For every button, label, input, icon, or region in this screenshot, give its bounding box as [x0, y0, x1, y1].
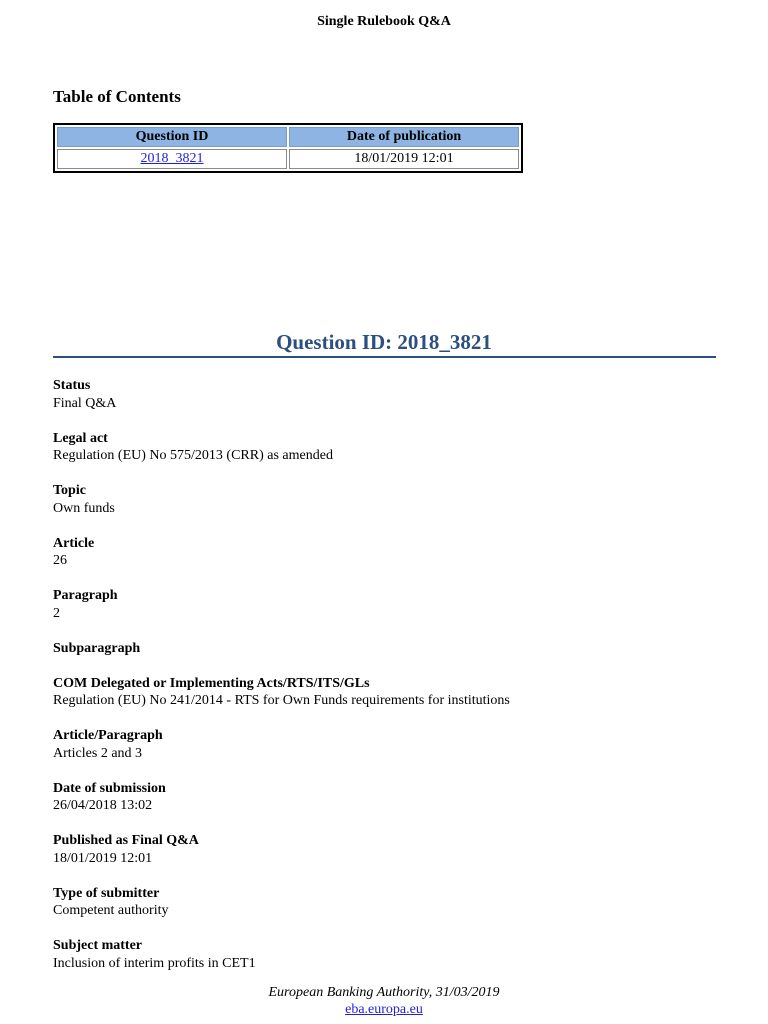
toc-header-question-id: Question ID [57, 127, 287, 147]
field-value: 26/04/2018 13:02 [53, 798, 153, 813]
toc-cell-question-id [57, 149, 287, 169]
field-label: Type of submitter [53, 885, 160, 901]
field-label: Topic [53, 483, 86, 498]
question-title-rule [53, 356, 716, 358]
question-fields [53, 377, 733, 990]
field-label: Published as Final Q&A [53, 833, 199, 848]
toc-cell-date: 18/01/2019 12:01 [289, 149, 519, 169]
field-label: Subject matter [53, 938, 143, 953]
field-article-paragraph [53, 727, 733, 762]
field-published-final [53, 832, 733, 867]
field-value: Own funds [53, 500, 115, 516]
toc-question-link[interactable]: 2018_3821 [140, 151, 204, 166]
footer-note: European Banking Authority, 31/03/2019 [268, 985, 500, 1000]
field-status [53, 377, 733, 412]
toc-row [57, 149, 519, 169]
field-subject-matter [53, 937, 733, 972]
field-type-of-submitter [53, 885, 733, 920]
field-value: Regulation (EU) No 241/2014 - RTS for Own Funds requirements for institutions [53, 693, 510, 708]
toc-heading: Table of Contents [53, 87, 181, 106]
question-title: Question ID: 2018_3821 [276, 330, 492, 354]
toc-header-date: Date of publication [289, 127, 519, 147]
field-label: Legal act [53, 430, 108, 446]
field-value: Regulation (EU) No 575/2013 (CRR) as amended [53, 448, 333, 463]
field-label: Article [53, 535, 95, 551]
field-label: Status [53, 378, 91, 393]
field-subparagraph [53, 640, 733, 658]
toc-table [53, 123, 523, 173]
field-value: 2 [53, 605, 60, 621]
field-value: Final Q&A [53, 395, 117, 411]
field-date-of-submission [53, 780, 733, 815]
toc-header-row [57, 127, 519, 147]
field-topic [53, 482, 733, 517]
field-label: COM Delegated or Implementing Acts/RTS/ITS/GLs [53, 675, 370, 691]
field-paragraph [53, 587, 733, 622]
field-com-delegated-acts [53, 675, 733, 710]
field-article [53, 535, 733, 570]
field-legal-act [53, 430, 733, 465]
footer-link[interactable]: eba.europa.eu [345, 1002, 423, 1017]
field-label: Subparagraph [53, 640, 141, 656]
field-value: 26 [53, 553, 67, 568]
page-footer [0, 984, 768, 1018]
field-value: Competent authority [53, 903, 169, 918]
field-value: Inclusion of interim profits in CET1 [53, 955, 256, 971]
field-label: Date of submission [53, 780, 166, 796]
field-value: Articles 2 and 3 [53, 745, 143, 761]
field-label: Article/Paragraph [53, 728, 163, 743]
field-value: 18/01/2019 12:01 [53, 850, 153, 866]
document-title: Single Rulebook Q&A [317, 14, 451, 29]
field-label: Paragraph [53, 588, 118, 603]
